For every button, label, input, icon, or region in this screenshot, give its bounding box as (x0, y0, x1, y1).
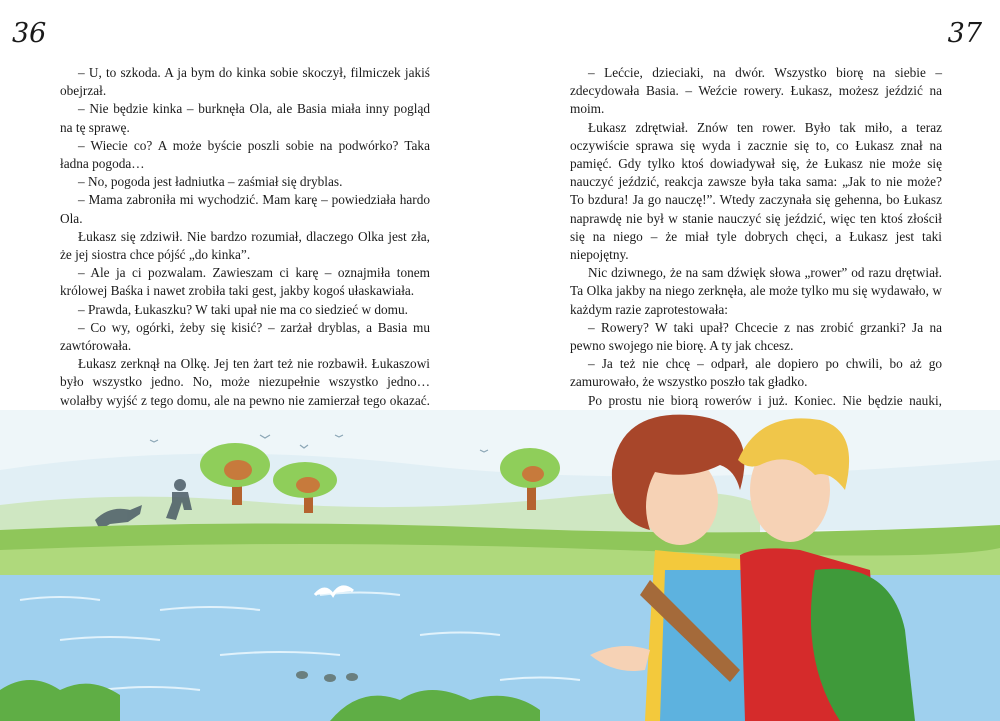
river-illustration (0, 410, 1000, 721)
right-page-text (570, 64, 942, 464)
paragraph: – Co wy, ogórki, żeby się kisić? – zarżał dryblas, a Basia mu zawtórowała. (60, 319, 430, 354)
paragraph: Nic dziwnego, że na sam dźwięk słowa „rower” od razu drętwiał. Ta Olka jakby na niego zerknęła, ale może tylko mu się wydawało, w każdym razie zaprotestowała: (570, 265, 942, 317)
page-number-left: 36 (12, 18, 47, 49)
paragraph: – Wiecie co? A może byście poszli sobie na podwórko? Taka ładna pogoda… (60, 137, 430, 172)
paragraph: Po prostu nie biorą rowerów i już. Koniec. Nie będzie nauki, (588, 392, 942, 408)
paragraph: – Rowery? W taki upał? Chcecie z nas zrobić grzanki? Ja na pewno swojego nie biorę. A ty jak chcesz. (570, 319, 942, 354)
paragraph: Łukasz się zdziwił. Nie bardzo rozumiał, dlaczego Olka jest zła, że jej siostra chce pójść „do kinka”. (60, 228, 430, 263)
paragraph: – Prawda, Łukaszku? W taki upał nie ma co siedzieć w domu. (78, 301, 408, 317)
paragraph: – Ja też nie chcę – odparł, ale dopiero po chwili, bo aż go zamurowało, że wszystko poszło tak gładko. (570, 356, 942, 390)
paragraph: – Lećcie, dzieciaki, na dwór. Wszystko biorę na siebie – zdecydowała Basia. – Weźcie rowery. Łukasz, możesz jeździć na moim. (570, 65, 942, 117)
paragraph: – No, pogoda jest ładniutka – zaśmiał się dryblas. (78, 174, 343, 190)
paragraph: – U, to szkoda. A ja bym do kinka sobie skoczył, filmiczek jakiś obejrzał. (60, 65, 430, 99)
page-number-right: 37 (947, 18, 982, 49)
paragraph: Łukasz zdrętwiał. Znów ten rower. Było tak miło, a teraz oczywiście sprawa się wyda i zacznie się to, co Łukasz znał na pamięć. Gdy tylko ktoś dowiadywał się, że Łukasz nie może się nauczyć jeździć, reakcja zawsze była taka sama: „Jak to nie może? To bzdura! Ja go nauczę!”. Wtedy zaczynała się gehenna, bo Łukasz naprawdę nie był w stanie nauczyć się jeździć, więc ten ktoś złościł się na niego – że miał tyle dobrych chęci, a Łukasz jest taki niepojętny. (570, 119, 942, 263)
paragraph: – Ale ja ci pozwalam. Zawieszam ci karę – oznajmiła tonem królowej Baśka i nawet zrobiła taki gest, jakby kogoś ułaskawiała. (60, 265, 430, 299)
left-page-text (60, 64, 430, 446)
paragraph: – Mama zabroniła mi wychodzić. Mam karę – powiedziała hardo Ola. (60, 192, 430, 226)
paragraph: – Nie będzie kinka – burknęła Ola, ale Basia miała inny pogląd na tę sprawę. (60, 101, 430, 135)
paragraph: Łukasz zerknął na Olkę. Jej ten żart też nie rozbawił. Łukaszowi było wszystko jedno. No, może niezupełnie wszystko jedno… wolałby wyjść z tego domu, ale na pewno nie zamierzał tego okazać. (60, 356, 430, 408)
